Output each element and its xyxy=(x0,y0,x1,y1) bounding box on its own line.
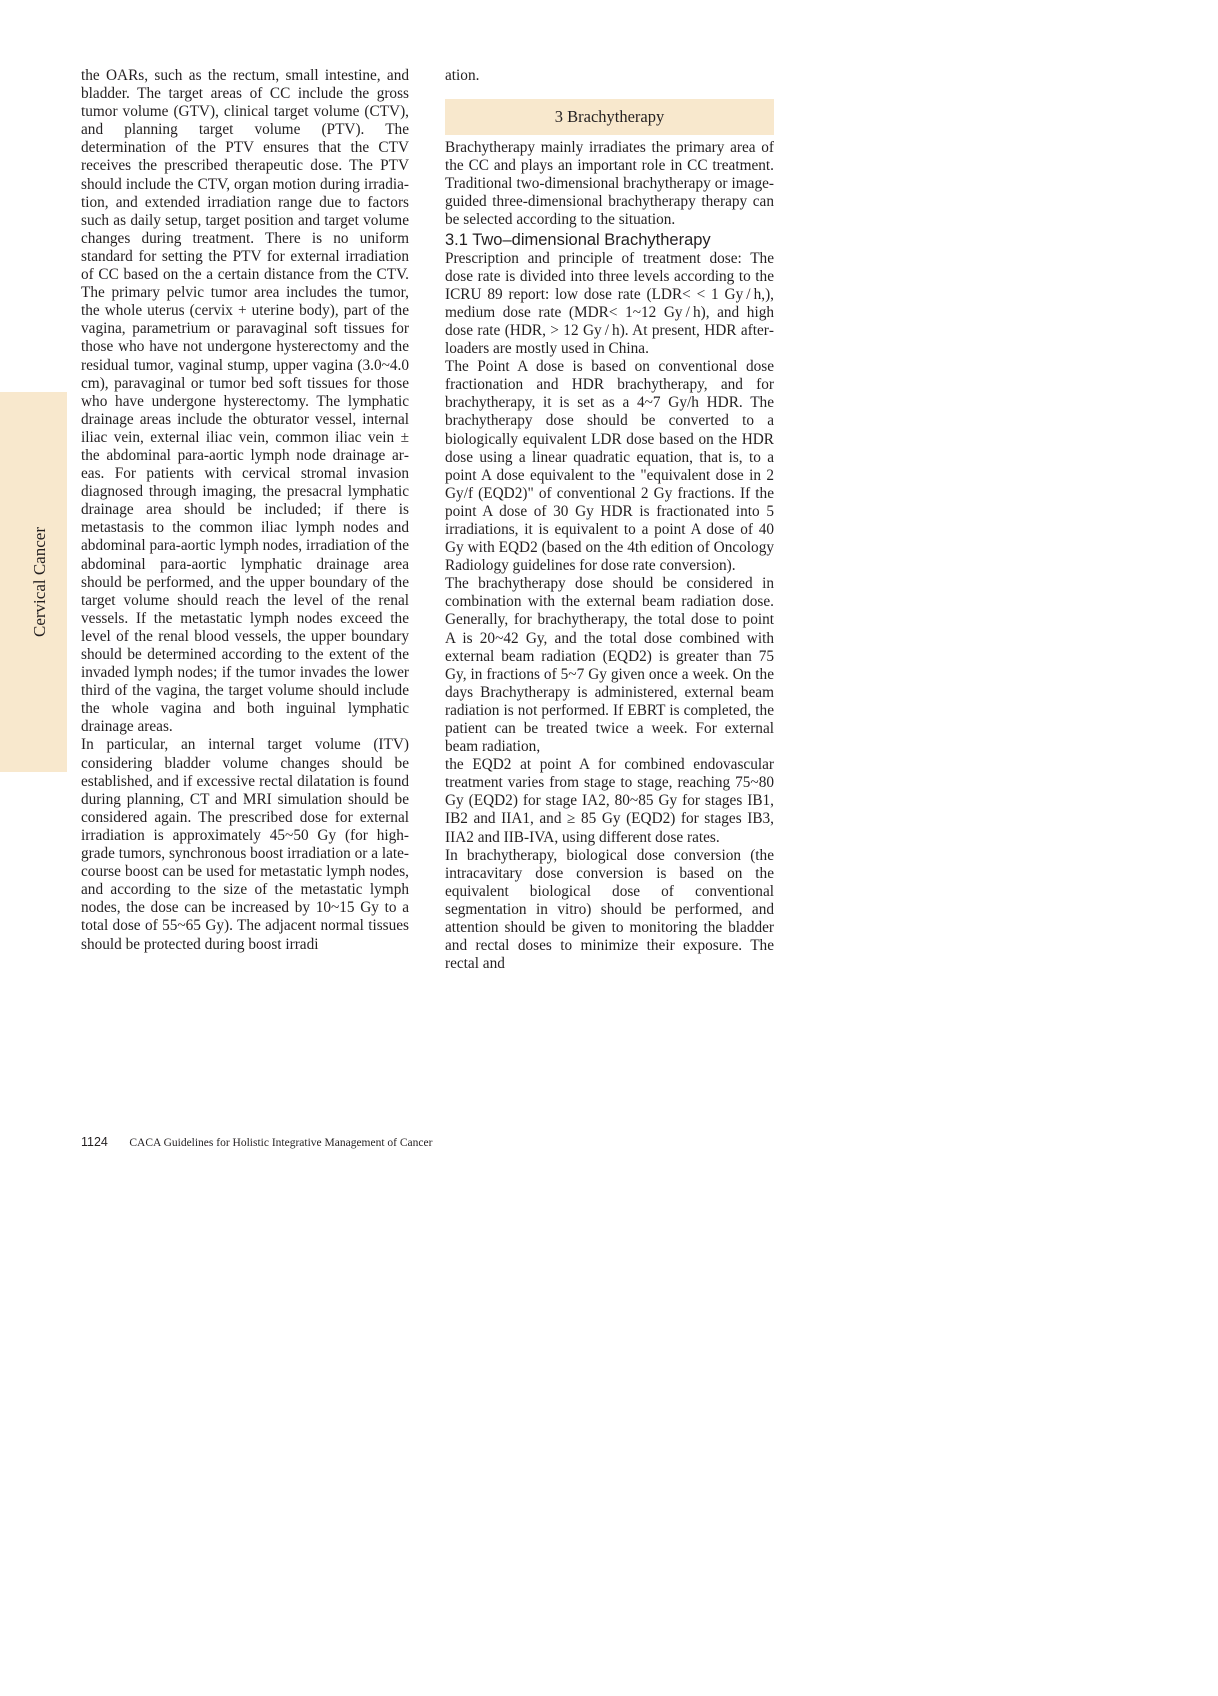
body-paragraph: the OARs, such as the rectum, small intestine, and bladder. The target areas of CC include the gross tumor volume (GTV), clinical target volume (CTV), and planning target volume (PTV). The determination of the PTV ensures that the CTV receives the prescribed therapeutic dose. The PTV should include the CTV, organ motion during irradiation, and extended irradiation range due to factors such as daily setup, target position and target volume changes during treatment. There is no uniform standard for setting the PTV for external irradiation of CC based on the a certain distance from the CTV. The primary pelvic tumor area includes the tumor, the whole uterus (cervix + uterine body), part of the vagina, parametrium or paravaginal soft tissues for those who have not undergone hysterectomy and the residual tumor, vaginal stump, upper vagina (3.0~4.0 cm), paravaginal or tumor bed soft tissues for those who have undergone hysterectomy. The lymphatic drainage areas include the obturator vessel, internal iliac vein, external iliac vein, common iliac vein ± the abdominal para-aortic lymph node drainage areas. For patients with cervical stromal invasion diagnosed through imaging, the presacral lymphatic drainage area should be included; if there is metastasis to the common iliac lymph nodes and abdominal para-aortic lymph nodes, irradiation of the abdominal para-aortic lymphatic drainage area should be performed, and the upper boundary of the target volume should reach the level of the renal vessels. If the metastatic lymph nodes exceed the level of the renal blood vessels, the upper boundary should be determined according to the extent of the invaded lymph nodes; if the tumor invades the lower third of the vagina, the target volume should include the whole vagina and both inguinal lymphatic drainage areas. xyxy=(81,67,409,736)
body-paragraph: Prescription and principle of treatment dose: The dose rate is divided into three levels according to the ICRU 89 report: low dose rate (LDR< < 1 Gy / h,), medium dose rate (MDR< 1~12 Gy / h), and high dose rate (HDR, > 12 Gy / h). At present, HDR afterloaders are mostly used in China. xyxy=(445,249,774,358)
right-column xyxy=(445,67,774,973)
page-footer xyxy=(81,1135,432,1149)
section-heading-box xyxy=(445,99,774,135)
body-paragraph: the EQD2 at point A for combined endovascular treatment varies from stage to stage, reaching 75~80 Gy (EQD2) for stage IA2, 80~85 Gy for stages IB1, IB2 and IIA1, and ≥ 85 Gy (EQD2) for stages IB3, IIA2 and IIB-IVA, using different dose rates. xyxy=(445,756,774,846)
body-paragraph: The Point A dose is based on conventional dose fractionation and HDR brachytherapy, and for brachytherapy, it is set as a 4~7 Gy/h HDR. The brachytherapy dose should be converted to a biologically equivalent LDR dose based on the HDR dose using a linear quadratic equation, that is, to a point A dose equivalent to the "equivalent dose in 2 Gy/f (EQD2)" of conventional 2 Gy fractions. If the point A dose of 30 Gy HDR is fractionated into 5 irradiations, it is equivalent to a point A dose of 40 Gy with EQD2 (based on the 4th edition of Oncology Radiology guidelines for dose rate conversion). xyxy=(445,358,774,575)
left-column xyxy=(81,67,409,954)
body-paragraph: In particular, an internal target volume (ITV) considering bladder volume changes should be established, and if excessive rectal dilatation is found during planning, CT and MRI simulation should be considered again. The prescribed dose for external irradiation is approximately 45~50 Gy (for high-grade tumors, synchronous boost irradiation or a late-course boost can be used for metastatic lymph nodes, and according to the size of the metastatic lymph nodes, the dose can be increased by 10~15 Gy to a total dose of 55~65 Gy). The adjacent normal tissues should be protected during boost irradi xyxy=(81,736,409,953)
section-heading: 3 Brachytherapy xyxy=(554,107,665,127)
continuation-text: ation. xyxy=(445,67,480,84)
body-paragraph: The brachytherapy dose should be considered in combination with the external beam radiation dose. Generally, for brachytherapy, the total dose to point A is 20~42 Gy, and the total dose combined with external beam radiation (EQD2) is greater than 75 Gy, in fractions of 5~7 Gy given once a week. On the days Brachytherapy is administered, external beam radiation is not performed. If EBRT is completed, the patient can be treated twice a week. For external beam radiation, xyxy=(445,575,774,756)
subsection-heading: 3.1 Two–dimensional Brachytherapy xyxy=(445,230,711,249)
running-title: CACA Guidelines for Holistic Integrative Management of Cancer xyxy=(129,1137,433,1149)
page-number: 1124 xyxy=(81,1135,108,1149)
side-tab-label: Cervical Cancer xyxy=(30,527,49,637)
body-paragraph: In brachytherapy, biological dose conversion (the intracavitary dose conversion is based on the equivalent biological dose of conventional segmentation in vitro) should be performed, and attention should be given to monitoring the bladder and rectal doses to minimize their exposure. The rectal and xyxy=(445,846,774,973)
intro-paragraph: Brachytherapy mainly irradiates the primary area of the CC and plays an important role in CC treatment. Traditional two-dimensional brachytherapy or image-guided three-dimensional brachytherapy therapy can be selected according to the situation. xyxy=(445,139,774,229)
